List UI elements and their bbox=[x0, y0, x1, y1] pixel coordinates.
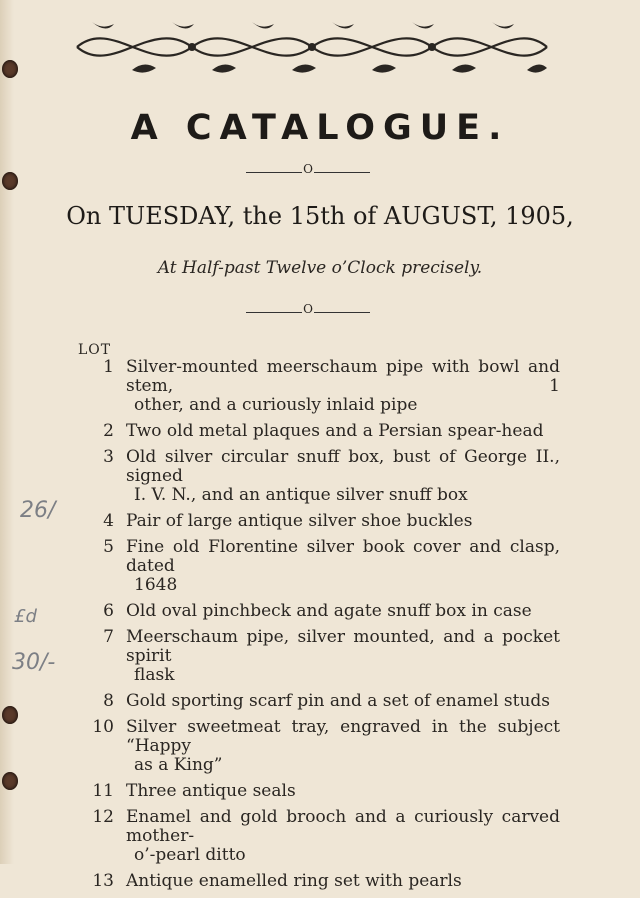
lot-description: Silver-mounted meerschaum pipe with bowl and stem, 1 bbox=[126, 357, 560, 396]
lot-description-cont: other, and a curiously inlaid pipe bbox=[134, 395, 418, 415]
lot-item bbox=[70, 692, 560, 711]
lot-number: 8 bbox=[103, 691, 114, 711]
lot-item bbox=[70, 512, 560, 531]
lot-number: 5 bbox=[103, 537, 114, 557]
lot-number: 13 bbox=[92, 871, 114, 891]
pencil-annotation-lot10: 30/- bbox=[12, 650, 56, 675]
lot-number: 1 bbox=[103, 357, 114, 377]
lot-description: Enamel and gold brooch and a curiously carved mother- bbox=[126, 807, 560, 846]
lot-description: Meerschaum pipe, silver mounted, and a pocket spirit bbox=[126, 627, 560, 666]
lot-number: 12 bbox=[92, 807, 114, 827]
lot-number: 3 bbox=[103, 447, 114, 467]
lot-item bbox=[70, 358, 560, 415]
lot-description-cont: flask bbox=[134, 665, 175, 685]
lot-description-cont: 1648 bbox=[134, 575, 178, 595]
sale-time: At Half-past Twelve o’Clock precisely. bbox=[157, 258, 483, 278]
lot-list bbox=[70, 358, 560, 898]
lot-item bbox=[70, 602, 560, 621]
binding-hole bbox=[2, 60, 18, 78]
binding-hole bbox=[2, 706, 18, 724]
lot-description: Silver sweetmeat tray, engraved in the subject “Happy bbox=[126, 717, 560, 756]
lot-description: Antique enamelled ring set with pearls bbox=[126, 871, 462, 891]
lot-description-cont: as a King” bbox=[134, 755, 223, 775]
lot-number: 4 bbox=[103, 511, 114, 531]
pencil-annotation-lot5: 26/ bbox=[20, 498, 56, 523]
lot-description: Fine old Florentine silver book cover and clasp, dated bbox=[126, 537, 560, 576]
separator-rule: O bbox=[246, 308, 370, 318]
lot-description: Two old metal plaques and a Persian spear-head bbox=[126, 421, 544, 441]
pencil-annotation-lot8: £d bbox=[14, 606, 37, 627]
catalogue-title: A CATALOGUE. bbox=[130, 108, 510, 148]
lot-item bbox=[70, 782, 560, 801]
lot-number: 6 bbox=[103, 601, 114, 621]
sale-dateline: On TUESDAY, the 15th of AUGUST, 1905, bbox=[66, 202, 574, 230]
lot-item bbox=[70, 628, 560, 685]
lot-item bbox=[70, 718, 560, 775]
lot-description: Old oval pinchbeck and agate snuff box in case bbox=[126, 601, 532, 621]
lot-number: 2 bbox=[103, 421, 114, 441]
decorative-header-ornament bbox=[72, 12, 552, 82]
lot-description: Three antique seals bbox=[126, 781, 296, 801]
lot-item bbox=[70, 808, 560, 865]
lot-number: 11 bbox=[92, 781, 114, 801]
lot-description: Gold sporting scarf pin and a set of enamel studs bbox=[126, 691, 551, 711]
binding-hole bbox=[2, 772, 18, 790]
lot-column-header: LOT bbox=[78, 342, 112, 358]
lot-description-cont: o’-pearl ditto bbox=[134, 845, 246, 865]
lot-item bbox=[70, 422, 560, 441]
lot-description-cont: I. V. N., and an antique silver snuff box bbox=[134, 485, 468, 505]
lot-item bbox=[70, 448, 560, 505]
binding-hole bbox=[2, 172, 18, 190]
lot-item bbox=[70, 872, 560, 891]
lot-description: Pair of large antique silver shoe buckles bbox=[126, 511, 473, 531]
lot-number: 7 bbox=[103, 627, 114, 647]
lot-description: Old silver circular snuff box, bust of George II., signed bbox=[126, 447, 560, 486]
separator-rule: O bbox=[246, 168, 370, 178]
lot-item bbox=[70, 538, 560, 595]
lot-number: 10 bbox=[92, 717, 114, 737]
